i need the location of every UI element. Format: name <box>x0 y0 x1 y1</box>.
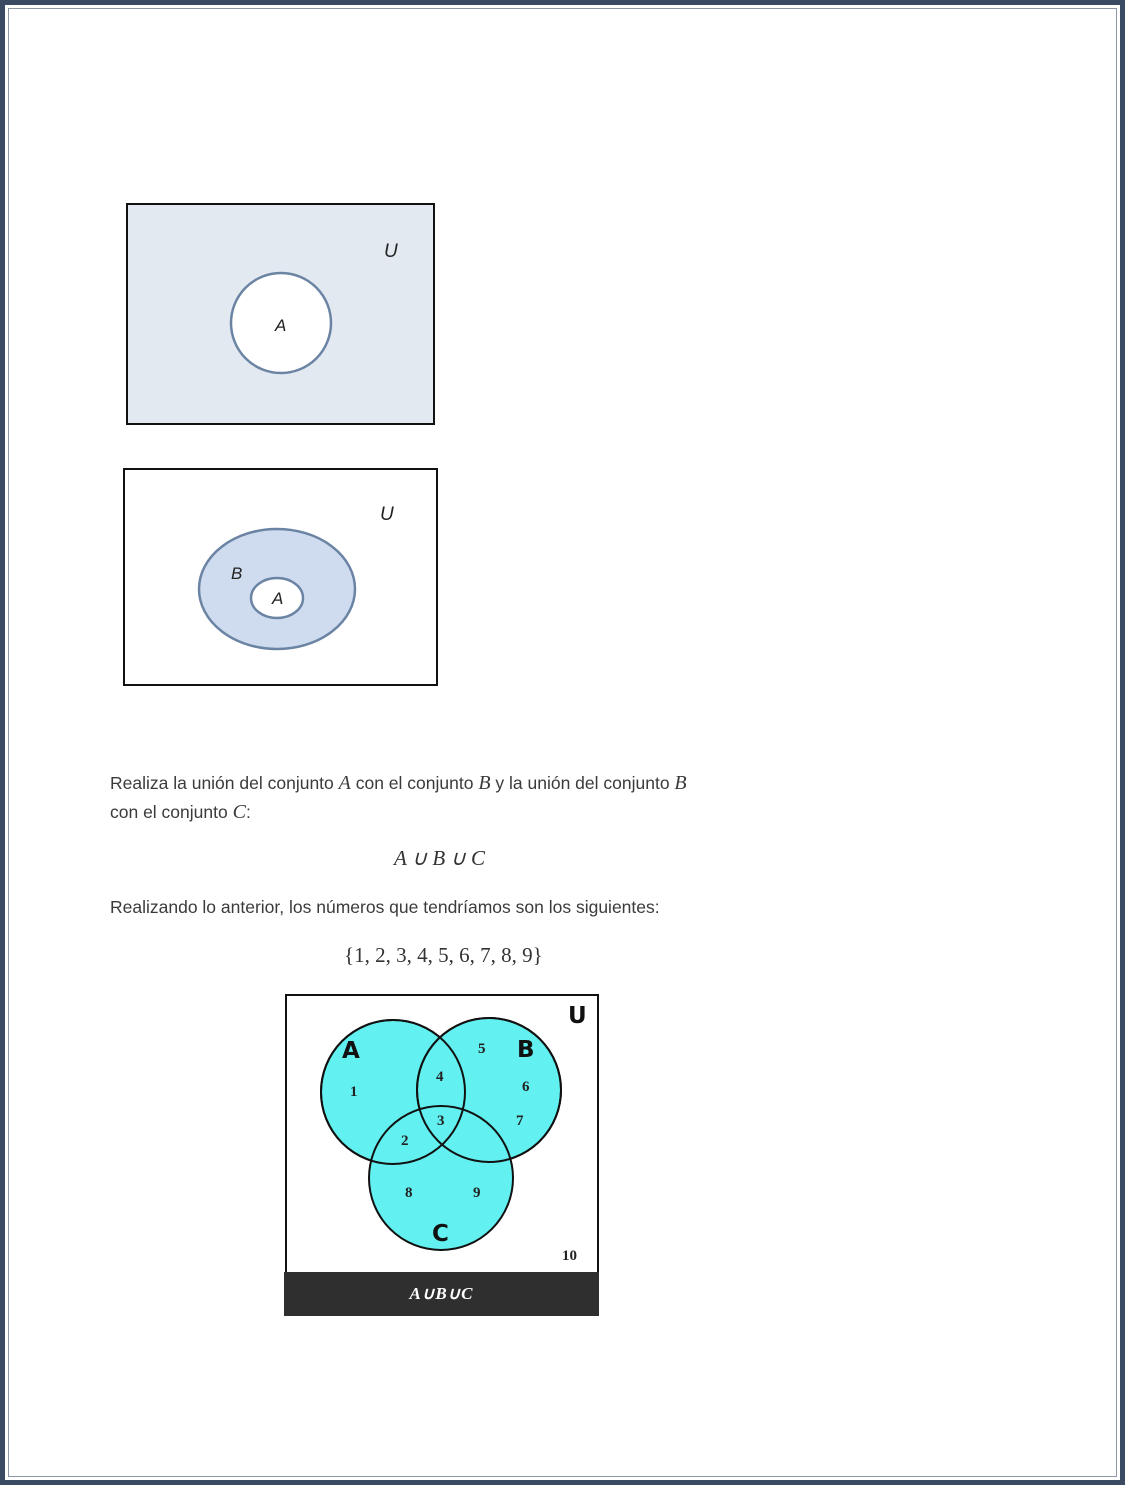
element-outside: 10 <box>562 1248 577 1264</box>
var-c: C <box>232 801 246 823</box>
set-a-label: A <box>272 589 284 608</box>
instruction-paragraph <box>110 769 770 827</box>
venn-diagram-subset <box>123 468 439 688</box>
element-only-a: 1 <box>350 1084 358 1100</box>
element-a-b-c: 3 <box>437 1113 445 1129</box>
var-b: B <box>478 772 491 794</box>
instruction-text: Realiza la unión del conjunto <box>110 773 339 793</box>
element-only-b: 6 <box>522 1079 530 1095</box>
set-b-label: B <box>517 1037 535 1063</box>
union-expression: A ∪ B ∪ C <box>394 846 486 870</box>
element-a-c: 2 <box>401 1133 409 1149</box>
venn-diagram-complement <box>126 203 436 427</box>
universe-label: U <box>380 504 394 525</box>
element-b-c: 7 <box>516 1113 524 1129</box>
universe-label: U <box>568 1003 587 1029</box>
element-only-c: 8 <box>405 1185 413 1201</box>
instruction-text: y la unión del conjunto <box>490 773 675 793</box>
set-a-label: A <box>342 1038 360 1064</box>
element-a-b: 4 <box>436 1069 444 1085</box>
instruction-text: con el conjunto <box>110 802 233 822</box>
venn-diagram-union <box>284 993 600 1275</box>
set-b-label: B <box>231 564 243 583</box>
instruction-text: : <box>245 802 251 822</box>
set-a-label: A <box>275 316 287 335</box>
element-only-c: 9 <box>473 1185 481 1201</box>
universe-label: U <box>384 241 398 262</box>
var-b: B <box>674 772 687 794</box>
result-sentence: Realizando lo anterior, los números que tendríamos son los siguientes: <box>110 897 660 917</box>
result-set: {1, 2, 3, 4, 5, 6, 7, 8, 9} <box>344 943 543 967</box>
instruction-text: con el conjunto <box>350 773 479 793</box>
var-a: A <box>338 772 351 794</box>
venn-caption: A∪B∪C <box>284 1272 599 1316</box>
set-c-label: C <box>432 1221 449 1247</box>
element-only-b: 5 <box>478 1041 486 1057</box>
